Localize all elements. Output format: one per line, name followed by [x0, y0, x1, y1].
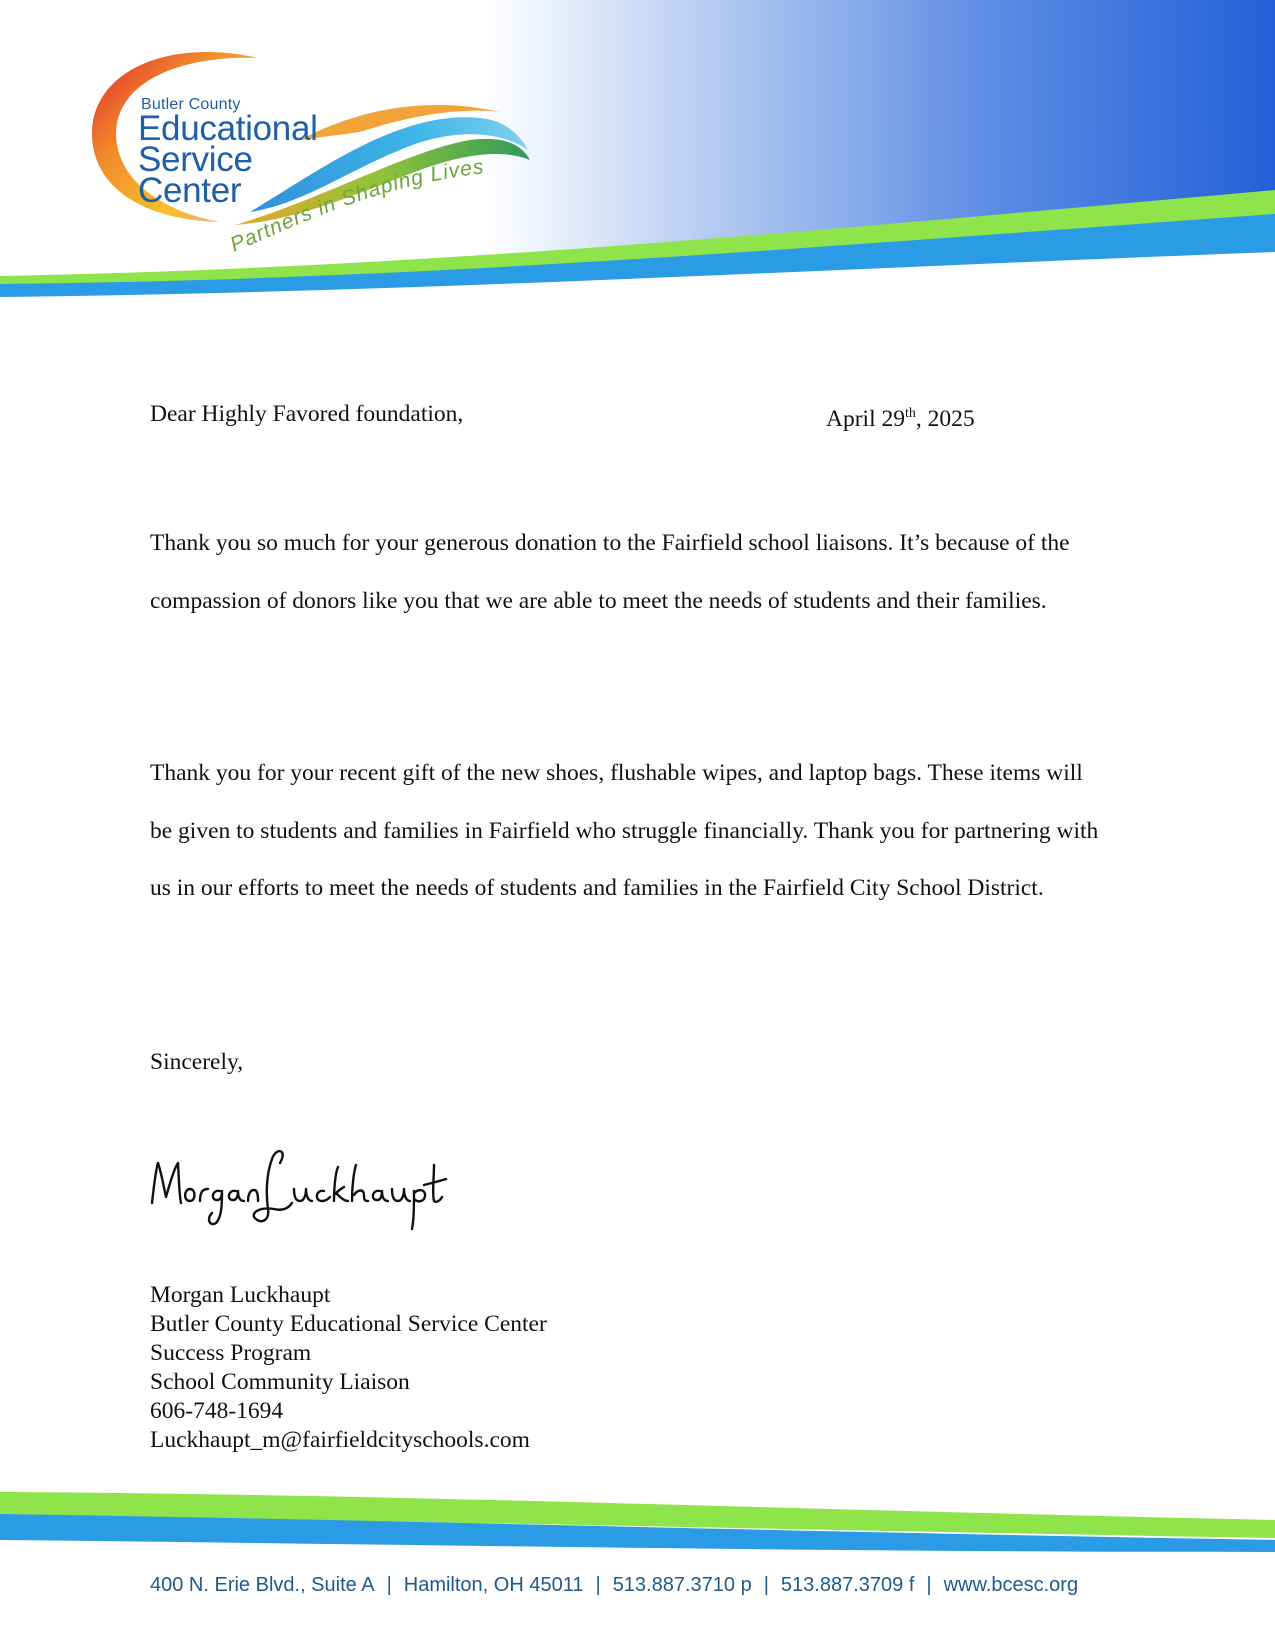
paragraph-1: Thank you so much for your generous donation to the Fairfield school liaisons. It’s because of the compassion of donors like you that we are able to meet the needs of students and their families.: [150, 530, 1070, 614]
date-month-day: April 29: [826, 405, 905, 432]
footer-fax: 513.887.3709 f: [780, 1574, 915, 1596]
logo-tagline: [220, 140, 540, 260]
date-year: , 2025: [915, 405, 975, 432]
svg-text:Partners in Shaping Lives: [227, 155, 486, 256]
closing: Sincerely,: [150, 1049, 244, 1075]
footer-website-link[interactable]: www.bcesc.org: [943, 1574, 1079, 1596]
signer-email[interactable]: Luckhaupt_m@fairfieldcityschools.com: [150, 1427, 530, 1453]
logo-county-text: Butler County: [141, 96, 241, 113]
paragraph-2: Thank you for your recent gift of the new shoes, flushable wipes, and laptop bags. These items will be given to students and families in Fairfield who struggle financially. Thank you for partnering with us in our efforts to meet the needs of students and families in the Fairfield City School District.: [150, 760, 1099, 901]
footer-separator: |: [386, 1574, 392, 1596]
footer-address: 400 N. Erie Blvd., Suite A: [150, 1574, 375, 1596]
footer-separator: |: [763, 1574, 769, 1596]
letter-date: [826, 399, 975, 434]
signer-organization: Butler County Educational Service Center: [150, 1311, 547, 1337]
salutation: Dear Highly Favored foundation,: [150, 401, 464, 427]
letterhead-footer-graphic: [0, 1480, 1275, 1560]
signer-name: Morgan Luckhaupt: [150, 1282, 331, 1308]
handwritten-signature: [148, 1145, 448, 1235]
signer-phone: 606-748-1694: [150, 1398, 284, 1424]
logo-service-text: Service: [138, 140, 253, 179]
signer-program: Success Program: [150, 1340, 312, 1366]
date-suffix: th: [904, 406, 916, 421]
logo-center-text: Center: [138, 171, 242, 210]
signer-title: School Community Liaison: [150, 1369, 410, 1395]
signer-block: [150, 1281, 547, 1455]
footer-city: Hamilton, OH 45011: [403, 1574, 584, 1596]
footer-contact-line: [150, 1574, 1150, 1597]
logo-educational-text: Educational: [138, 109, 318, 148]
logo-tagline-text: Partners in Shaping Lives: [226, 155, 486, 257]
footer-separator: |: [595, 1574, 601, 1596]
footer-separator: |: [926, 1574, 932, 1596]
footer-phone: 513.887.3710 p: [612, 1574, 752, 1596]
